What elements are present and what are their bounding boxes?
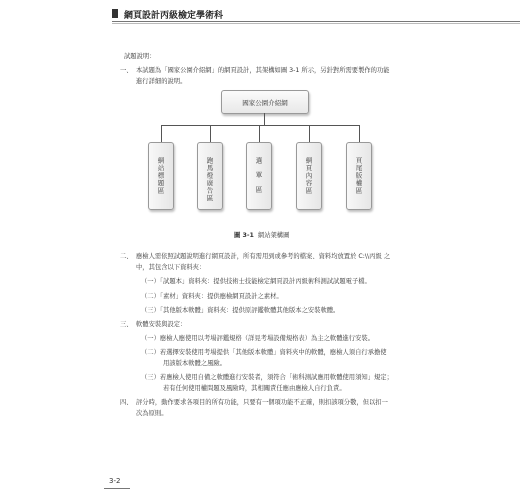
figure-caption bbox=[234, 230, 289, 239]
diagram-child-label: 頁尾版權區 bbox=[354, 157, 363, 195]
header-marker bbox=[112, 9, 118, 18]
header-rule-secondary bbox=[112, 23, 520, 24]
section4-line1: 評分時，動作要求各項目的所有功能，只要有一個項功能不正確，則扣該項分數，但以扣一 bbox=[136, 399, 388, 406]
section3-item: （二）若選擇安裝使用考場提供「其他版本軟體」資料夾中的軟體，應檢人須自行承擔使 bbox=[141, 349, 387, 356]
diagram-branch-line bbox=[161, 125, 360, 126]
section3-item: （三）若應檢人使用自備之軟體進行安裝者，須符合「術科測試應用軟體使用須知」規定； bbox=[141, 374, 393, 381]
section2-item: （三）「其他版本軟體」資料夾：提供原評鑑軟體其他版本之安裝軟體。 bbox=[141, 307, 340, 314]
diagram-child-label: 網站標題區 bbox=[156, 157, 165, 195]
section2-line1: 應檢人需依照試題說明進行網頁設計，所有需用到或參考的檔案、資料均放置於 C:\\丙級 之 bbox=[136, 253, 391, 260]
page-header-title: 網頁設計丙級檢定學術科 bbox=[124, 11, 224, 21]
section2-number: 二、 bbox=[120, 253, 133, 260]
diagram-child-node bbox=[346, 142, 372, 210]
diagram-child-label: 選單區 bbox=[254, 157, 263, 201]
section3-line1: 軟體安裝與設定： bbox=[136, 321, 187, 328]
page-number-rule bbox=[104, 488, 130, 489]
diagram-child-node bbox=[246, 142, 272, 210]
diagram-root-node: 國家公園介紹網 bbox=[221, 90, 309, 114]
diagram-child-label: 網頁內容區 bbox=[304, 157, 313, 195]
header-rule bbox=[112, 21, 520, 22]
section2-item: （一）「試題本」資料夾：提供技術士技能檢定網頁設計丙級術科測試試題電子檔。 bbox=[141, 278, 371, 285]
figure-title: 網站架構圖 bbox=[257, 232, 290, 239]
diagram-drop-line bbox=[309, 125, 310, 142]
intro-label: 試題說明： bbox=[124, 53, 156, 60]
section2-item: （二）「素材」資料夾：提供應檢網頁設計之素材。 bbox=[141, 293, 283, 300]
diagram-drop-line bbox=[161, 125, 162, 142]
section2-line2: 中，其包含以下資料夾： bbox=[136, 264, 206, 271]
section1-number: 一、 bbox=[120, 67, 133, 74]
diagram-child-node bbox=[296, 142, 322, 210]
diagram-trunk-line bbox=[264, 113, 265, 125]
figure-number: 圖 3-1 bbox=[234, 232, 254, 239]
diagram-drop-line bbox=[210, 125, 211, 142]
diagram-drop-line bbox=[359, 125, 360, 142]
section4-number: 四、 bbox=[120, 399, 133, 406]
section4-line2: 次為原則。 bbox=[136, 410, 168, 417]
diagram-child-node bbox=[197, 142, 223, 210]
section3-number: 三、 bbox=[120, 321, 133, 328]
section3-item: （一）應檢人應使用以考場評鑑規格（詳見考場設備規格表）為主之軟體進行安裝。 bbox=[141, 335, 374, 342]
section1-line1: 本試題為「國家公園介紹網」的網頁設計，其架構如圖 3-1 所示，另針對所需要製作的功能 bbox=[136, 67, 390, 74]
section3-item-cont: 若有任何使用權問題及風險時，其相關責任應由應檢人自行負責。 bbox=[163, 385, 346, 392]
diagram-drop-line bbox=[259, 125, 260, 142]
page-number: 3-2 bbox=[109, 477, 121, 485]
section1-line2: 進行詳細的說明。 bbox=[136, 78, 187, 85]
section3-item-cont: 用該版本軟體之風險。 bbox=[163, 360, 226, 367]
diagram-child-node bbox=[148, 142, 174, 210]
diagram-child-label: 跑馬燈廣告區 bbox=[205, 157, 214, 202]
